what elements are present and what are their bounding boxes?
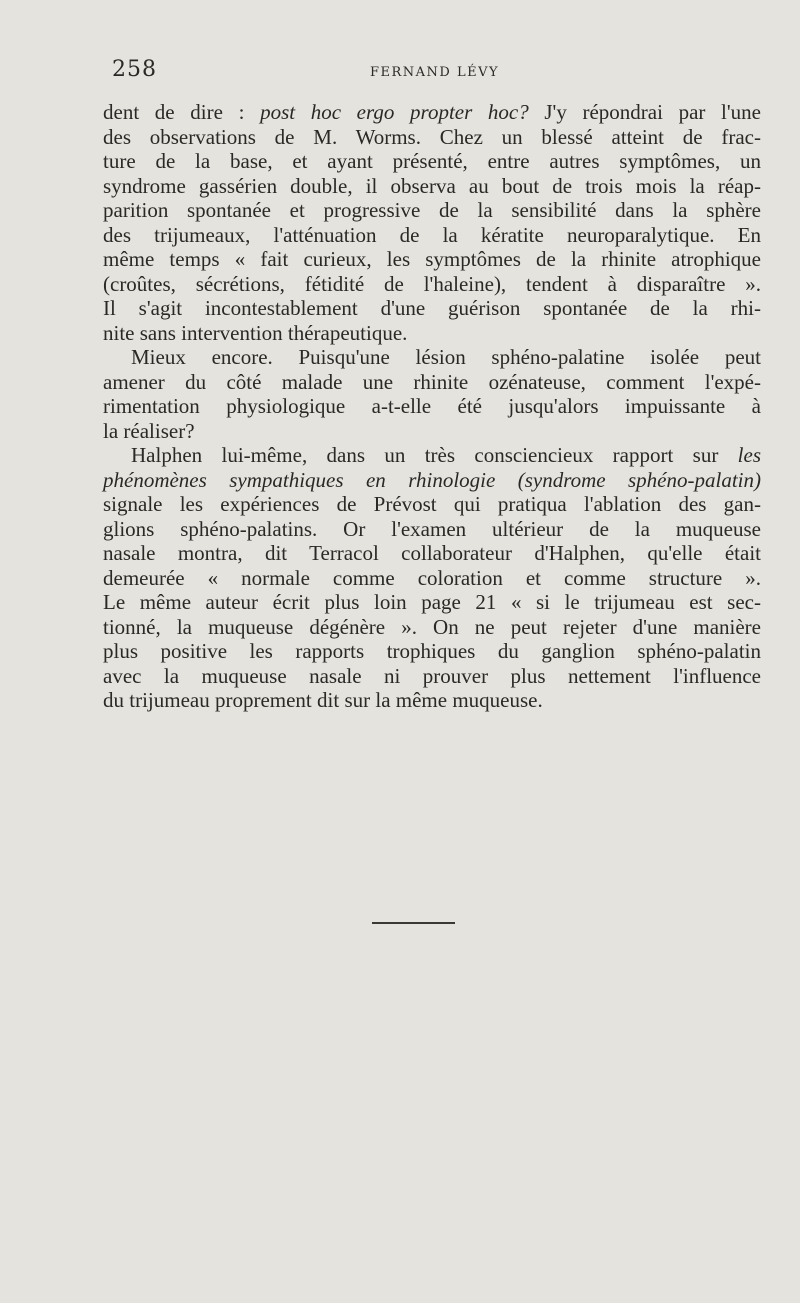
text-line: syndrome gassérien double, il observa au bout de trois mois la réap-: [103, 173, 761, 198]
body-text: [103, 100, 761, 713]
text-line: rimentation physiologique a-t-elle été jusqu'alors impuissante à: [103, 394, 761, 418]
text-line: glions sphéno-palatins. Or l'examen ultérieur de la muqueuse: [103, 516, 761, 541]
text-line: même temps « fait curieux, les symptômes de la rhinite atrophique: [103, 247, 761, 271]
text-line: Il s'agit incontestablement d'une guérison spontanée de la rhi-: [103, 296, 761, 320]
text-line: parition spontanée et progressive de la sensibilité dans la sphère: [103, 198, 761, 222]
running-head: FERNAND LÉVY: [370, 65, 500, 80]
text-line: Mieux encore. Puisqu'une lésion sphéno-palatine isolée peut: [131, 345, 761, 369]
text-line: ture de la base, et ayant présenté, entre autres symptômes, un: [103, 149, 761, 173]
text-line: du trijumeau proprement dit sur la même muqueuse.: [103, 688, 543, 712]
text-line: dent de dire : post hoc ergo propter hoc? J'y répondrai par l'une: [103, 100, 761, 124]
page-number: 258: [112, 57, 157, 82]
italic-text: les: [737, 443, 761, 467]
text-line: signale les expériences de Prévost qui pratiqua l'ablation des gan-: [103, 492, 761, 516]
text-line: la réaliser?: [103, 418, 195, 443]
text-line: nite sans intervention thérapeutique.: [103, 320, 408, 345]
italic-text: phénomènes sympathiques en rhinologie (syndrome sphéno-palatin): [103, 467, 761, 492]
text-line: tionné, la muqueuse dégénère ». On ne peut rejeter d'une manière: [103, 614, 761, 639]
text-line: nasale montra, dit Terracol collaborateur d'Halphen, qu'elle était: [103, 541, 761, 565]
text-line: plus positive les rapports trophiques du ganglion sphéno-palatin: [103, 639, 761, 663]
text-line: demeurée « normale comme coloration et comme structure ».: [103, 565, 761, 590]
paragraph: [103, 443, 761, 713]
paragraph: [103, 345, 761, 443]
text-line: Halphen lui-même, dans un très consciencieux rapport sur les: [131, 443, 761, 467]
section-rule: [372, 922, 455, 924]
text-line: des observations de M. Worms. Chez un blessé atteint de frac-: [103, 124, 761, 149]
text-line: des trijumeaux, l'atténuation de la kératite neuroparalytique. En: [103, 222, 761, 247]
text-line: (croûtes, sécrétions, fétidité de l'haleine), tendent à disparaître ».: [103, 271, 761, 296]
text-line: avec la muqueuse nasale ni prouver plus nettement l'influence: [103, 663, 761, 688]
text-line: Le même auteur écrit plus loin page 21 « si le trijumeau est sec-: [103, 590, 761, 614]
text-line: [103, 468, 761, 493]
paragraph: [103, 100, 761, 345]
italic-text: post hoc ergo propter hoc?: [260, 100, 529, 124]
text-line: amener du côté malade une rhinite ozénateuse, comment l'expé-: [103, 369, 761, 394]
